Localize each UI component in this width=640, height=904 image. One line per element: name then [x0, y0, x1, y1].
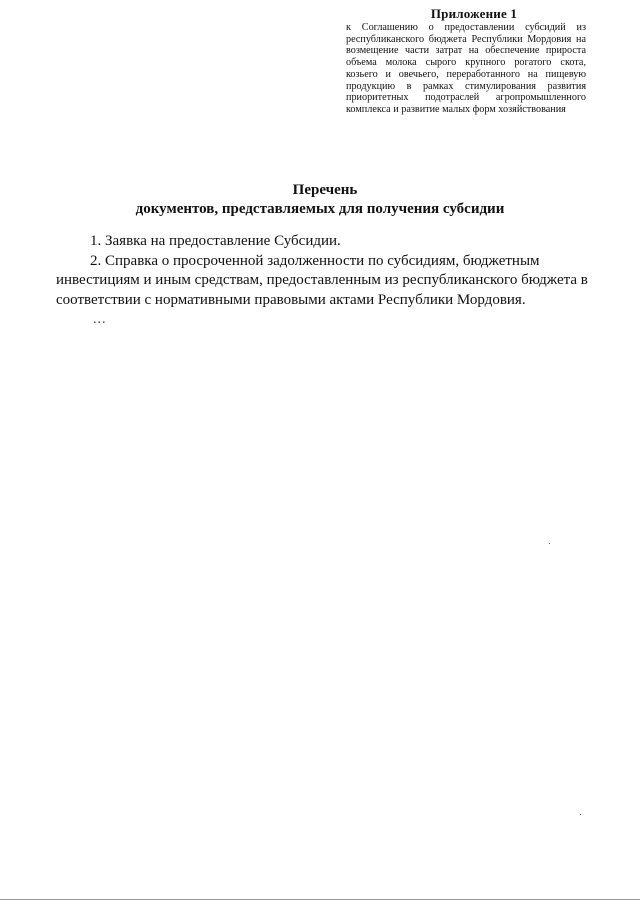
appendix-title: Приложение 1	[430, 6, 518, 21]
document-heading	[0, 181, 640, 219]
appendix-text: к Соглашению о предоставлении субсидий из республиканского бюджета Республики Мордовия на возмещение части затрат на обеспечение прироста объема молока сырого крупного рогатого скота, козьего и овечьего, переработанного на пищевую продукцию в рамках стимулирования развития приоритетных подотраслей агропромышленного комплекса и развитие малых форм хозяйствования	[346, 22, 586, 115]
list-item-2: 2. Справка о просроченной задолженности по субсидиям, бюджетным инвестициям и иным средствам, предоставленным из республиканского бюджета в соответствии с нормативными правовыми актами Республики Мордовия.	[56, 252, 588, 308]
scan-edge-line	[0, 899, 640, 900]
continuation-ellipsis: ...	[93, 312, 107, 327]
document-list	[56, 232, 590, 310]
scan-speck	[549, 543, 550, 544]
heading-title: Перечень	[292, 182, 358, 198]
appendix-block	[346, 6, 586, 116]
heading-subtitle: документов, представляемых для получения субсидии	[135, 201, 505, 217]
scan-speck	[580, 814, 581, 815]
list-item-1: 1. Заявка на предоставление Субсидии.	[90, 233, 341, 249]
